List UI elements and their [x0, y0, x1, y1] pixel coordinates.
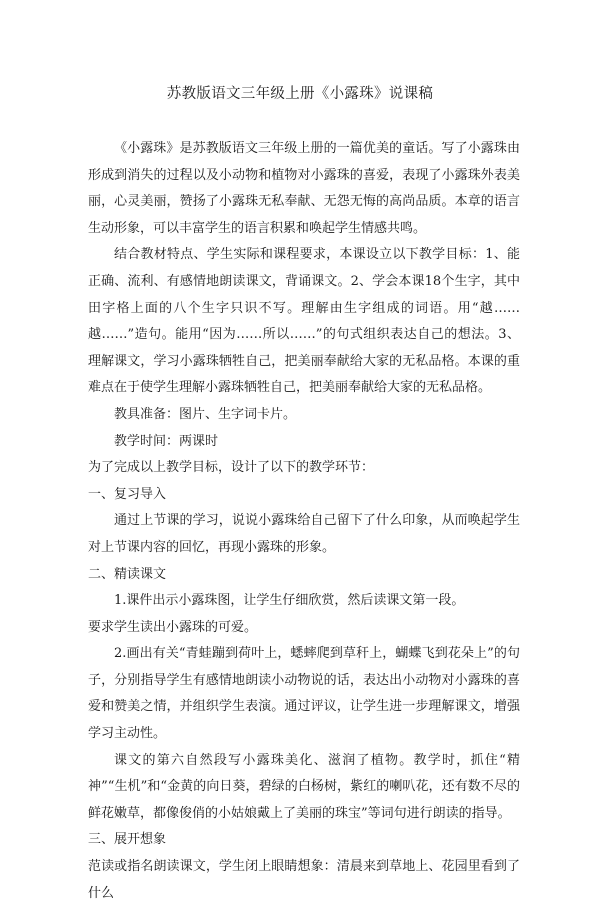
paragraph-requirement: 要求学生读出小露珠的可爱。 [88, 619, 258, 635]
section-heading-imagination: 三、展开想象 [88, 832, 167, 848]
paragraph-intro: 《小露珠》是苏教版语文三年级上册的一篇优美的童话。写了小露珠由形成到消失的过程以及小动物和植物对小露珠的喜爱，表现了小露珠外表美丽，心灵美丽，赞扬了小露珠无私奉献、无怨无悔的高尚品质。本章的语言生动形象，可以丰富学生的语言积累和唤起学生情感共鸣。 [88, 141, 520, 236]
paragraph-step-2: 2.画出有关“青蛙蹦到荷叶上，蟋蟀爬到草秆上，蝴蝶飞到花朵上”的句子，分别指导学生有感情地朗读小动物说的话，表达出小动物对小露珠的喜爱和赞美之情，并组织学生表演。通过评议，让学生进一步理解课文，增强学习主动性。 [88, 646, 520, 742]
paragraph-design: 为了完成以上教学目标，设计了以下的教学环节： [88, 460, 375, 476]
paragraph-sixth-section: 课文的第六自然段写小露珠美化、滋润了植物。教学时，抓住“精神”“生机”和“金黄的向日葵，碧绿的白杨树，紫红的喇叭花，还有数不尽的鲜花嫩草，都像俊俏的小姑娘戴上了美丽的珠宝”等词句进行朗读的指导。 [88, 752, 520, 821]
document-body [88, 136, 520, 907]
paragraph-time: 教学时间：两课时 [114, 433, 219, 449]
section-heading-review: 一、复习导入 [88, 486, 167, 502]
document-title: 苏教版语文三年级上册《小露珠》说课稿 [166, 86, 434, 102]
paragraph-objectives: 结合教材特点、学生实际和课程要求，本课设立以下教学目标：1、能正确、流利、有感情地朗读课文，背诵课文。2、学会本课18个生字，其中田字格上面的八个生字只识不写。理解由生字组成的词语。用“越……越……”造句。能用“因为……所以……”的句式组织表达自己的想法。3、 理解课文，学习小露珠牺牲自己，把美丽奉献给大家的无私品格。本课的重难点在于使学生理解小露珠牺牲自己，把美丽奉献给大家的无私品格。 [88, 247, 520, 396]
paragraph-step-1: 1.课件出示小露珠图，让学生仔细欣赏，然后读课文第一段。 [114, 593, 465, 609]
paragraph-materials: 教具准备：图片、生字词卡片。 [114, 406, 297, 422]
section-heading-reading: 二、精读课文 [88, 566, 167, 582]
paragraph-imagination: 范读或指名朗读课文，学生闭上眼睛想象：清晨来到草地上、花园里看到了什么 [88, 859, 520, 901]
paragraph-review: 通过上节课的学习，说说小露珠给自己留下了什么印象，从而唤起学生对上节课内容的回忆，再现小露珠的形象。 [88, 513, 520, 555]
